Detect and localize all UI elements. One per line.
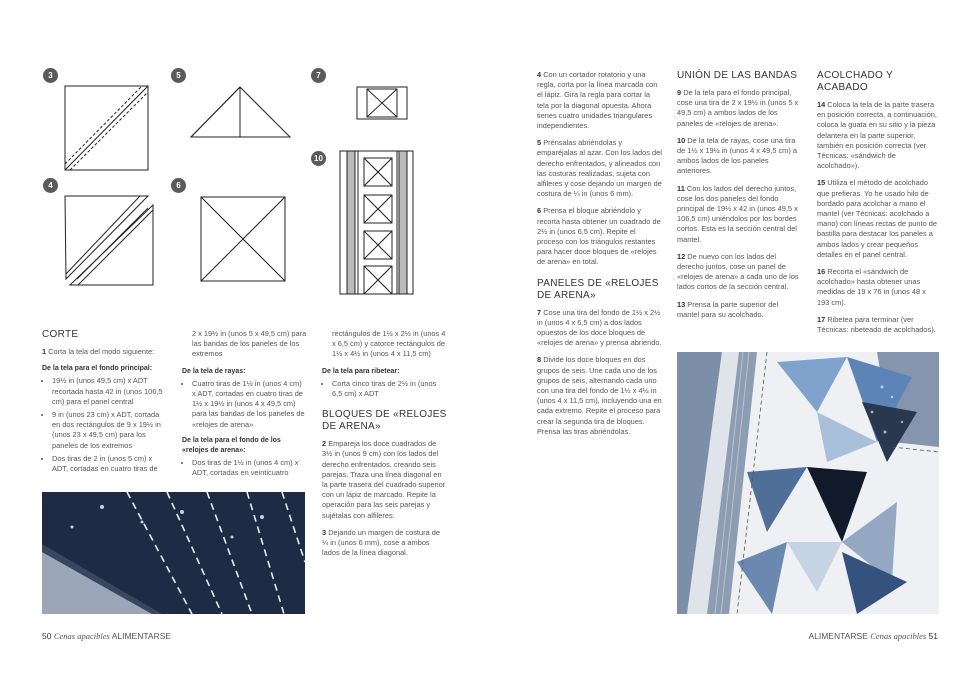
step-number: 9 <box>677 88 682 97</box>
paneles-title: PANELES DE «RELOJES DE ARENA» <box>537 277 659 301</box>
corte-column-1 <box>42 329 167 478</box>
step-text: Prensa el bloque abriéndolo y recorta hasta obtener un cuadrado de 2½ in (unos 6,5 cm). Repite el proceso con los triángulos restantes para hacer doce bloques de «relojes de arena» en total. <box>537 206 661 267</box>
step-badge-7: 7 <box>311 68 326 83</box>
book-title: Cenas apacibles <box>870 631 927 641</box>
diagram-step-5 <box>191 87 290 137</box>
step-text: Cose una tira del fondo de 1½ x 2½ in (unos 4 x 6,5 cm) a dos lados opuestos de los doce bloques de «relojes de arena» y prensa abriendo. <box>537 307 662 348</box>
diagram-step-10 <box>340 151 413 294</box>
step-text: Recorta el «sándwich de acolchado» hasta obtener unas medidas de 19 x 76 in (unos 48 x 193 cm). <box>817 267 926 307</box>
diagrams-illustration <box>0 0 420 300</box>
step-number: 12 <box>677 251 686 261</box>
step-text: Utiliza el método de acolchado que prefieras. Yo he usado hilo de bordado para acolchar a mano el mantel (ver Técnicas: acolchado a mano) con líneas rectas de punto de bastilla para destacar los paneles a ambos lados y crear pequeños detalles en el panel central. <box>817 178 937 259</box>
corte-column-2 <box>182 329 307 483</box>
footer-left <box>42 631 171 641</box>
step-number: 6 <box>537 206 542 216</box>
step-number: 4 <box>537 70 542 79</box>
step-text: Coloca la tela de la parte trasera en posición correcta, a continuación, coloca la guata en su sitio y la pieza delantera en la parte superior, también en posición correcta (ver Técnicas: «sándwich de acolchado»). <box>817 100 937 171</box>
step-text: Prénsalas abriéndolas y emparéjalas al azar. Con los lados del derecho enfrentados, y alineados con las costuras realizadas, sujeta con alfileres y cose dejando un margen de costura de ¼ in (unos 6 mm). <box>537 138 662 199</box>
corte-column-3 <box>322 329 447 565</box>
step-number: 7 <box>537 307 542 317</box>
right-column-1 <box>537 70 662 444</box>
ribetear-list <box>322 379 447 399</box>
step-text: Con un cortador rotatorio y una regla, corta por la línea marcada con el lápiz. Gira la regla para cortar la tela por la diagonal opuesta. Ahora tienes cuatro unidades triangulares independientes. <box>537 70 658 131</box>
step-number: 16 <box>817 267 826 277</box>
step-number: 2 <box>322 439 327 449</box>
list-item: • Dos tiras de 2 in (unos 5 cm) x ADT, cortadas en cuatro tiras de <box>52 454 167 474</box>
step-number: 13 <box>677 299 686 309</box>
step-text: De nuevo con los lados del derecho juntos, cose un panel de «relojes de arena» a cada uno de los lados cortos de la sección central. <box>677 251 799 292</box>
union-title: UNIÓN DE LAS BANDAS <box>677 70 798 81</box>
section-name: ALIMENTARSE <box>808 631 868 641</box>
fondo-heading: De la tela para el fondo principal: <box>42 365 153 373</box>
diagram-step-3 <box>65 86 148 170</box>
diagram-step-6 <box>201 197 285 281</box>
step-text: Ribetea para terminar (ver Técnicas: ribeteado de acolchados). <box>817 314 936 335</box>
step-number: 8 <box>537 355 542 365</box>
step-text: Empareja los doce cuadrados de 3½ in (unos 9 cm) con los lados del derecho enfrentados, creando seis parejas. Traza una línea diagonal en la parte trasera del cuadrado superior con un lápiz de marcado. Repite la operación para las seis parejas y sujétalas con alfileres. <box>322 439 446 520</box>
quilt-photo-right <box>677 352 939 614</box>
continued-text: 2 x 19½ in (unos 5 x 49,5 cm) para las bandas de los paneles de los extremos <box>192 329 307 359</box>
page-number: 51 <box>928 631 938 641</box>
step-number: 3 <box>322 527 327 537</box>
step-text: De la tela para el fondo principal, cose una tira de 2 x 19½ in (unos 5 x 49,5 cm) a ambos lados de los paneles de «relojes de arena». <box>677 88 799 128</box>
step-badge-3: 3 <box>43 68 58 83</box>
fabric-photo-left <box>42 492 305 614</box>
bloques-title: BLOQUES DE «RELOJES DE ARENA» <box>322 409 447 433</box>
right-column-2 <box>677 70 802 327</box>
page-number: 50 <box>42 631 52 641</box>
list-item: • 9 in (unos 23 cm) x ADT, cortada en dos rectángulos de 9 x 19½ in (unos 23 x 49,5 cm) para los paneles de los extremos <box>52 410 167 451</box>
list-item: • Cuatro tiras de 1½ in (unos 4 cm) x ADT, cortadas en cuatro tiras de 1½ x 19½ in (unos 4 x 49,5 cm) para las bandas de los paneles de «relojes de arena» <box>192 379 307 430</box>
step-number: 5 <box>537 138 542 148</box>
right-column-3 <box>817 70 939 342</box>
step-text: Prensa la parte superior del mantel para su acolchado. <box>677 299 779 319</box>
step-badge-4: 4 <box>43 178 58 193</box>
list-item: • Corta cinco tiras de 2½ in (unos 6,5 cm) x ADT <box>332 379 447 399</box>
step-number: 15 <box>817 178 826 188</box>
diagram-step-4 <box>65 196 153 285</box>
rayas-list <box>182 379 307 430</box>
section-name: ALIMENTARSE <box>111 631 172 641</box>
ribetear-heading: De la tela para ribetear: <box>322 367 400 375</box>
step-number: 17 <box>817 314 826 324</box>
step-badge-10: 10 <box>311 151 326 166</box>
list-item: • Dos tiras de 1½ in (unos 4 cm) x ADT, cortadas en veinticuatro <box>192 458 307 478</box>
list-item: • 19½ in (unos 49,5 cm) x ADT recortada hasta 42 in (unos 106,5 cm) para el panel central <box>52 376 167 407</box>
step-badge-5: 5 <box>171 68 186 83</box>
footer-right <box>808 631 938 641</box>
book-title: Cenas apacibles <box>53 631 110 641</box>
corte-title: CORTE <box>42 329 79 340</box>
rayas-heading: De la tela de rayas: <box>182 367 246 375</box>
step-text: Dejando un margen de costura de ¼ in (unos 6 mm), cose a ambos lados de la línea diagonal. <box>322 527 440 558</box>
acolchado-title: ACOLCHADO Y ACABADO <box>817 70 893 93</box>
fondo2-list <box>182 458 307 478</box>
step-text: Con los lados del derecho juntos, cose los dos paneles del fondo principal de 19½ x 42 in (unos 49,5 x 106,5 cm) uniéndolos por los bordes cortos. Esta es la sección central del mantel. <box>677 183 798 244</box>
step-number: 11 <box>677 183 685 193</box>
continued-text: rectángulos de 1½ x 2½ in (unos 4 x 6,5 cm) y catorce rectángulos de 1½ x 4½ in (unos 4 x 11,5 cm) <box>332 329 446 359</box>
step-text: De la tela de rayas, cose una tira de 1½ x 19½ in (unos 4 x 49,5 cm) a ambos lados de los paneles anteriores. <box>677 135 797 176</box>
step-badge-6: 6 <box>171 178 186 193</box>
step-text: Corta la tela del modo siguiente: <box>48 347 155 356</box>
fondo2-heading: De la tela para el fondo de los «relojes de arena»: <box>182 436 281 455</box>
fondo-list <box>42 376 167 474</box>
diagram-step-7 <box>357 87 407 119</box>
step-number: 14 <box>817 100 826 109</box>
step-number: 10 <box>677 135 686 145</box>
step-number: 1 <box>42 347 47 356</box>
step-text: Divide los doce bloques en dos grupos de seis. Une cada uno de los grupos de seis, alternando cada uno con una tira del fondo de 1½ x 4½ in (unos 4 x 11,5 cm), incluyendo una en cada extremo. Repite el proceso para crear la segunda tira de bloques. Prensa las tiras abriéndolas. <box>537 355 662 436</box>
